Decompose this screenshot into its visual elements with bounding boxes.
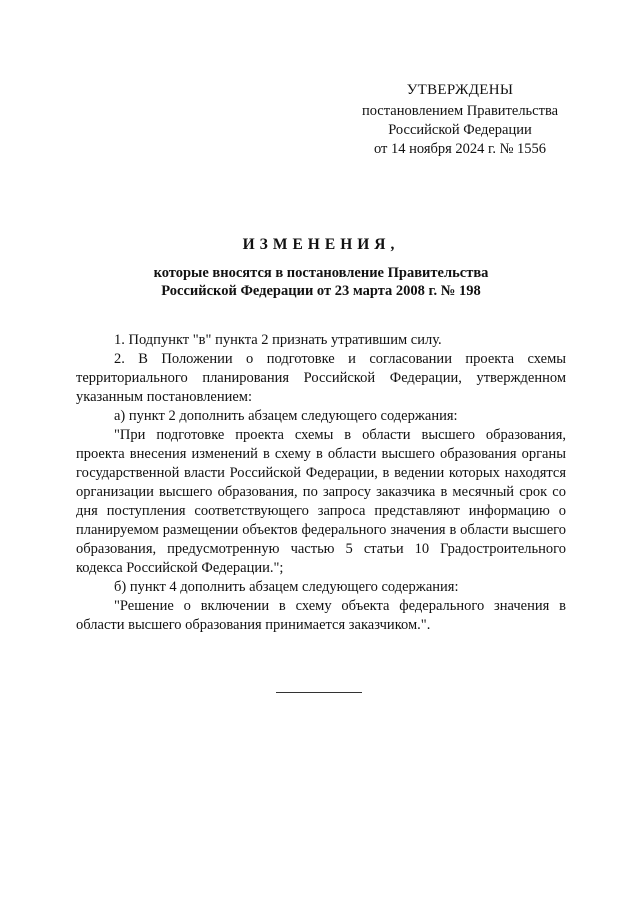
paragraph: 2. В Положении о подготовке и согласовании проекта схемы территориального планирования Российской Федерации, утвержденном указанным постановлением: xyxy=(76,351,566,405)
title-subtitle-line-2: Российской Федерации от 23 марта 2008 г. № 198 xyxy=(161,283,481,299)
title-subtitle-line-1: которые вносятся в постановление Правительства xyxy=(153,265,489,281)
document-title xyxy=(76,234,566,300)
approval-line-1: постановлением Правительства xyxy=(361,103,559,119)
paragraph: б) пункт 4 дополнить абзацем следующего содержания: xyxy=(114,579,459,595)
paragraph: "Решение о включении в схему объекта федерального значения в области высшего образования принимается заказчиком.". xyxy=(76,598,566,633)
approval-heading: УТВЕРЖДЕНЫ xyxy=(406,82,514,98)
approval-line-2: Российской Федерации xyxy=(388,122,532,138)
paragraph: "При подготовке проекта схемы в области высшего образования, проекта внесения изменений в схему в области высшего образования органы государственной власти Российской Федерации, в ведении которых находятся организации высшего образования, по запросу заказчика в месячный срок со дня поступления соответствующего запроса представляют информацию о планируемом размещении объектов федерального значения в области высшего образования, предусмотренную частью 5 статьи 10 Градостроительного кодекса Российской Федерации."; xyxy=(76,427,566,576)
paragraph: 1. Подпункт "в" пункта 2 признать утратившим силу. xyxy=(114,332,442,348)
approval-line-3: от 14 ноября 2024 г. № 1556 xyxy=(373,141,547,157)
document-body xyxy=(76,331,566,635)
end-divider-line xyxy=(276,692,362,693)
approval-stamp xyxy=(340,80,580,159)
title-heading: ИЗМЕНЕНИЯ, xyxy=(242,236,400,253)
paragraph: а) пункт 2 дополнить абзацем следующего содержания: xyxy=(114,408,458,424)
